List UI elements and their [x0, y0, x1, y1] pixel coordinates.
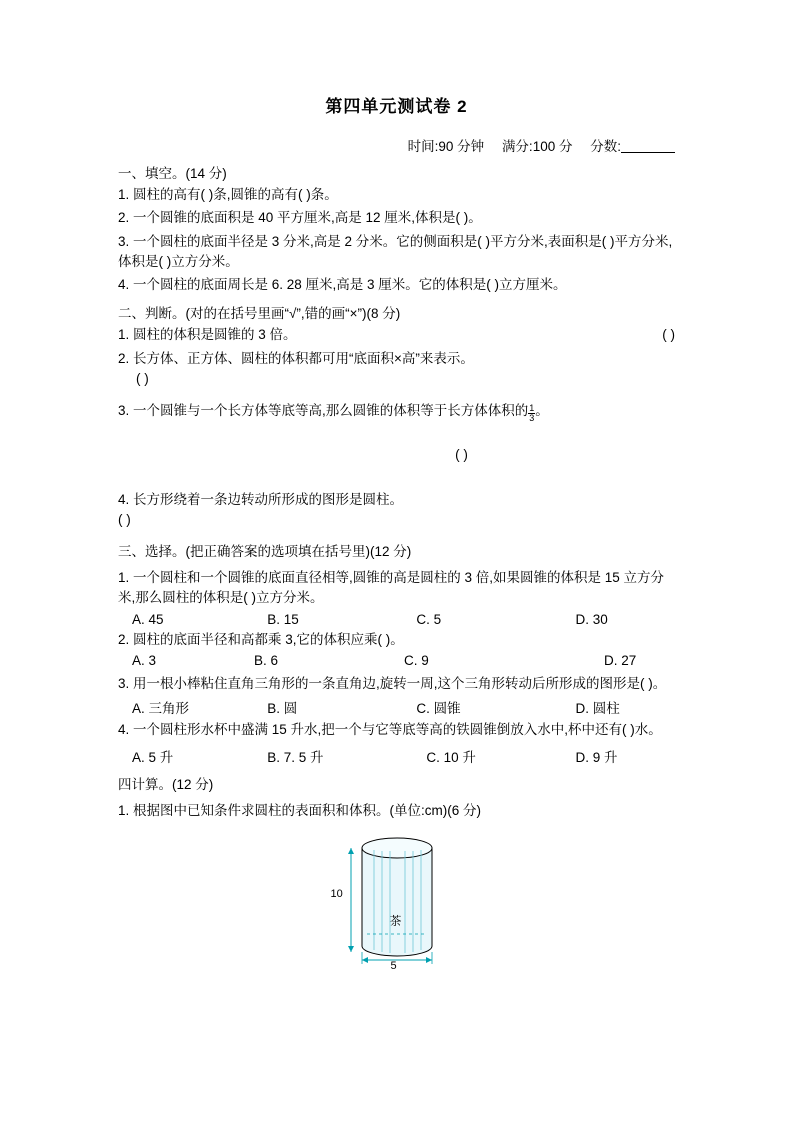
- option-b[interactable]: B. 圆: [267, 701, 298, 717]
- cylinder-figure: [327, 834, 467, 972]
- meta-time: 时间:90 分钟: [407, 139, 485, 154]
- option-a[interactable]: A. 三角形: [132, 701, 190, 717]
- answer-bracket[interactable]: ( ): [455, 447, 468, 463]
- meta-score-label: 分数:: [590, 139, 621, 154]
- section-heading-calc: 四计算。(12 分): [118, 777, 214, 793]
- cylinder-diagram-svg: [327, 834, 467, 964]
- option-c[interactable]: C. 10 升: [426, 750, 476, 766]
- question-2-4: [118, 490, 675, 531]
- option-d[interactable]: D. 圆柱: [575, 701, 620, 717]
- question-3-2-options: [118, 653, 675, 668]
- option-b[interactable]: B. 6: [254, 652, 279, 668]
- question-1-2: 2. 一个圆锥的底面积是 40 平方厘米,高是 12 厘米,体积是( )。: [118, 210, 482, 226]
- exam-meta: [118, 135, 675, 155]
- question-1-3: 3. 一个圆柱的底面半径是 3 分米,高是 2 分米。它的侧面积是( )平方分米,表面积是( )平方分米,体积是( )立方分米。: [118, 233, 673, 269]
- question-2-2: [118, 349, 675, 390]
- score-blank[interactable]: [621, 138, 675, 153]
- section-heading-fill: 一、填空。(14 分): [118, 166, 227, 181]
- question-2-3: [118, 401, 675, 423]
- option-b[interactable]: B. 7. 5 升: [267, 750, 324, 766]
- option-d[interactable]: D. 27: [604, 652, 637, 668]
- question-2-3-text-post: 。: [535, 403, 549, 418]
- option-c[interactable]: C. 5: [416, 611, 442, 627]
- answer-bracket[interactable]: ( ): [118, 511, 131, 527]
- question-1-4: 4. 一个圆柱的底面周长是 6. 28 厘米,高是 3 厘米。它的体积是( )立方厘米。: [118, 277, 567, 292]
- question-3-4: 4. 一个圆柱形水杯中盛满 15 升水,把一个与它等底等高的铁圆锥倒放入水中,杯中还有( )水。: [118, 722, 662, 738]
- section-heading-judge: 二、判断。(对的在括号里画“√”,错的画“×”)(8 分): [118, 306, 401, 322]
- option-a[interactable]: A. 5 升: [132, 750, 174, 766]
- question-2-3-bracket-row: [118, 445, 675, 465]
- fraction-numerator: 1: [529, 402, 535, 413]
- option-b[interactable]: B. 15: [267, 611, 299, 627]
- option-c[interactable]: C. 圆锥: [416, 701, 461, 717]
- question-4-1: 1. 根据图中已知条件求圆柱的表面积和体积。(单位:cm)(6 分): [118, 803, 481, 819]
- answer-bracket[interactable]: ( ): [136, 370, 149, 386]
- question-2-3-text-pre: 3. 一个圆锥与一个长方体等底等高,那么圆锥的体积等于长方体体积的: [118, 403, 529, 418]
- answer-bracket[interactable]: ( ): [662, 327, 675, 343]
- question-3-1: 1. 一个圆柱和一个圆锥的底面直径相等,圆锥的高是圆柱的 3 倍,如果圆锥的体积是 15 立方分米,那么圆柱的体积是( )立方分米。: [118, 570, 665, 606]
- option-a[interactable]: A. 3: [132, 652, 157, 668]
- option-d[interactable]: D. 30: [575, 611, 608, 627]
- fraction-denominator: 3: [529, 413, 535, 423]
- question-3-4-options: [118, 746, 675, 766]
- question-2-4-text: 4. 长方形绕着一条边转动所形成的图形是圆柱。: [118, 491, 404, 507]
- figure-body-label: 茶: [389, 913, 402, 928]
- cylinder-figure-wrap: [118, 834, 675, 972]
- question-3-1-options: [118, 612, 675, 627]
- section-heading-choice: 三、选择。(把正确答案的选项填在括号里)(12 分): [118, 544, 412, 560]
- page-title: 第四单元测试卷 2: [325, 97, 468, 116]
- question-2-1-text: 1. 圆柱的体积是圆锥的 3 倍。: [118, 327, 297, 343]
- meta-total: 满分:100 分: [501, 139, 573, 154]
- option-a[interactable]: A. 45: [132, 611, 164, 627]
- question-3-3: 3. 用一根小棒粘住直角三角形的一条直角边,旋转一周,这个三角形转动后所形成的图形是( )。: [118, 675, 667, 691]
- question-3-2: 2. 圆柱的底面半径和高都乘 3,它的体积应乘( )。: [118, 631, 404, 647]
- question-1-1: 1. 圆柱的高有( )条,圆锥的高有( )条。: [118, 187, 338, 202]
- question-3-3-options: [118, 697, 675, 717]
- question-2-2-text: 2. 长方体、正方体、圆柱的体积都可用“底面积×高”来表示。: [118, 350, 474, 366]
- option-c[interactable]: C. 9: [404, 652, 429, 668]
- option-d[interactable]: D. 9 升: [575, 750, 618, 766]
- question-2-1: [118, 325, 675, 345]
- figure-diameter-label: 5: [390, 959, 397, 972]
- figure-height-label: 10: [330, 887, 343, 900]
